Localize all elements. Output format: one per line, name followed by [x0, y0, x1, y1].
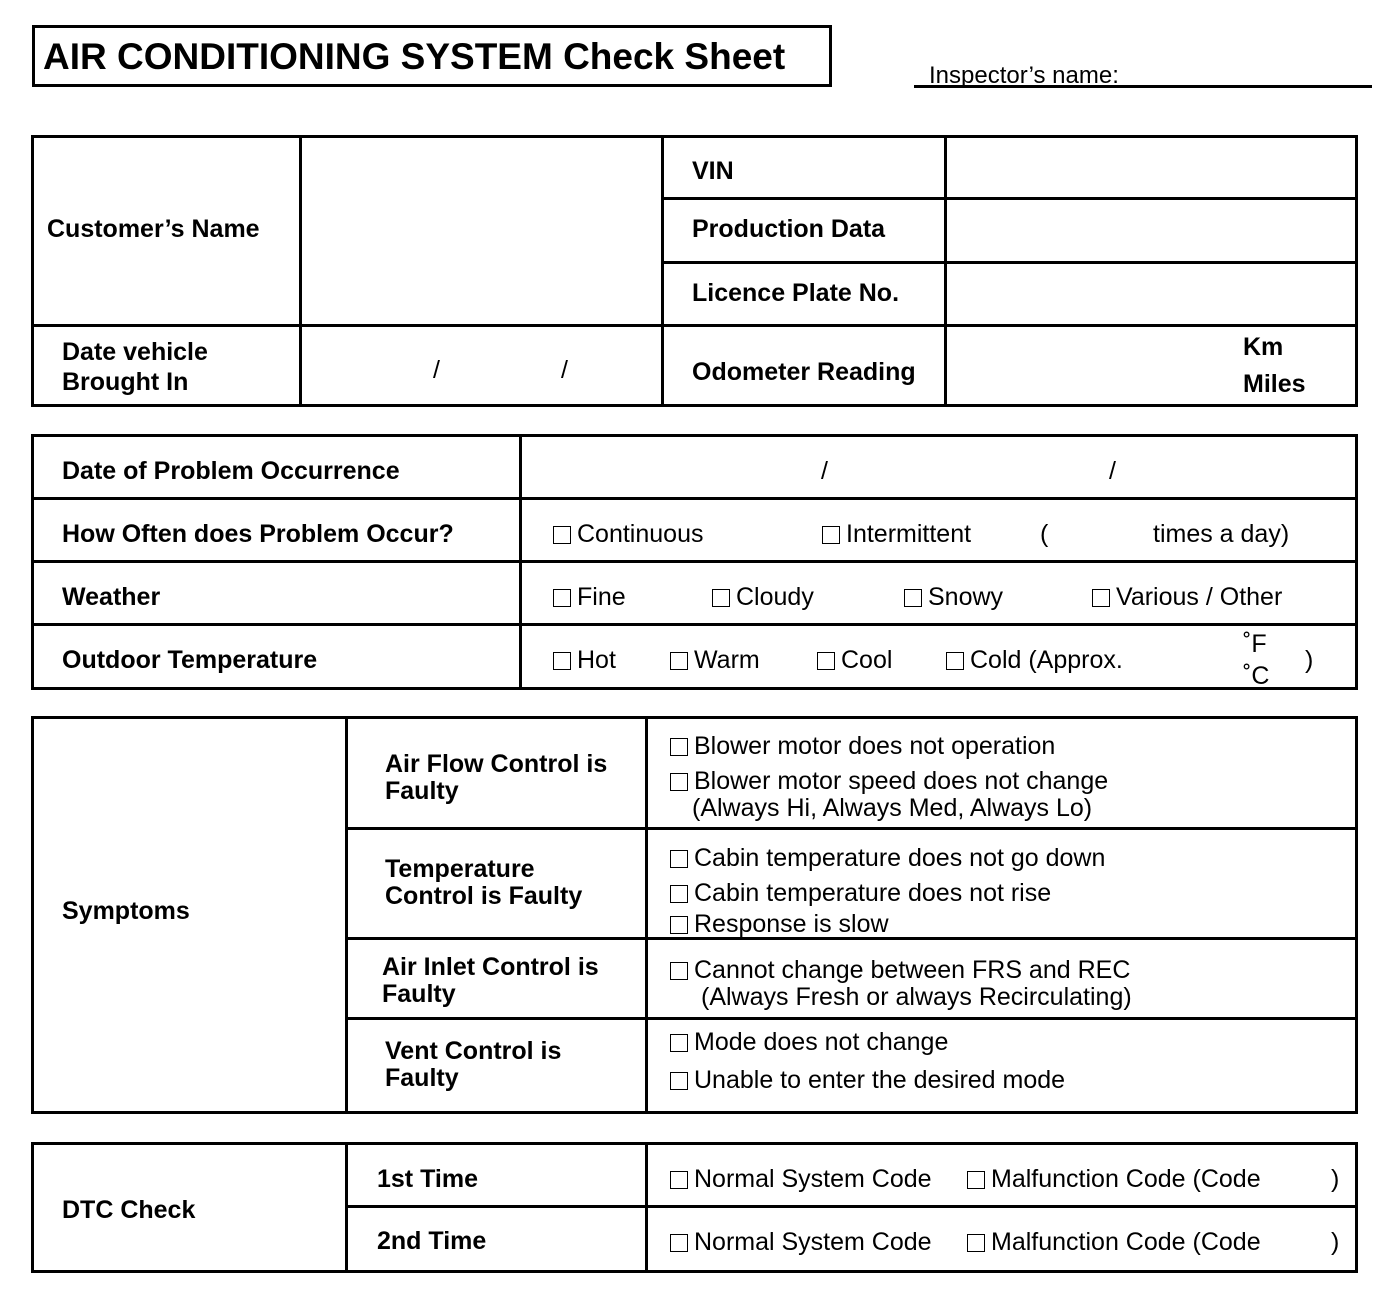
option-mode-unable[interactable]: Unable to enter the desired mode [670, 1066, 1065, 1094]
date-separator: / [821, 457, 828, 485]
outdoor-temperature-label: Outdoor Temperature [62, 646, 318, 674]
inspector-name-field[interactable] [914, 60, 1372, 88]
option-cool[interactable]: Cool [817, 646, 892, 674]
inspector-name-label: Inspector’s name: [929, 62, 1119, 89]
vin-field[interactable] [947, 138, 1355, 197]
checkbox[interactable] [1092, 589, 1110, 607]
frequency-label: How Often does Problem Occur? [62, 520, 454, 548]
divider [345, 827, 1358, 830]
checkbox[interactable] [670, 916, 688, 934]
paren-close: ) [1331, 1165, 1340, 1193]
option-mode-no-change[interactable]: Mode does not change [670, 1028, 948, 1056]
vent-control-label: Vent Control is Faulty [385, 1037, 562, 1092]
checkbox[interactable] [967, 1234, 985, 1252]
option-second-malfunction-code[interactable]: Malfunction Code (Code [967, 1228, 1261, 1256]
option-cloudy[interactable]: Cloudy [712, 583, 814, 611]
checkbox[interactable] [946, 652, 964, 670]
paren-close: ) [1305, 646, 1314, 674]
option-snowy[interactable]: Snowy [904, 583, 1003, 611]
blower-speed-note: (Always Hi, Always Med, Always Lo) [692, 794, 1093, 822]
checkbox[interactable] [670, 962, 688, 980]
divider [345, 716, 348, 1114]
date-separator: / [561, 356, 568, 384]
paren-open: ( [1040, 520, 1049, 548]
option-temp-not-rise[interactable]: Cabin temperature does not rise [670, 879, 1051, 907]
date-separator: / [1109, 457, 1116, 485]
divider [345, 1017, 1358, 1020]
checkbox[interactable] [822, 526, 840, 544]
production-data-field[interactable] [947, 200, 1355, 261]
dtc-check-label: DTC Check [62, 1196, 196, 1224]
checkbox[interactable] [670, 1171, 688, 1189]
option-first-normal-code[interactable]: Normal System Code [670, 1165, 932, 1193]
temperature-control-label: Temperature Control is Faulty [385, 855, 583, 910]
unit-miles: Miles [1243, 370, 1306, 398]
option-various-other[interactable]: Various / Other [1092, 583, 1282, 611]
option-frs-rec[interactable]: Cannot change between FRS and REC [670, 956, 1130, 984]
option-temp-not-down[interactable]: Cabin temperature does not go down [670, 844, 1105, 872]
checkbox[interactable] [670, 738, 688, 756]
checkbox[interactable] [670, 1234, 688, 1252]
option-cold[interactable]: Cold (Approx. [946, 646, 1123, 674]
option-second-normal-code[interactable]: Normal System Code [670, 1228, 932, 1256]
licence-plate-field[interactable] [947, 264, 1355, 324]
checkbox[interactable] [553, 652, 571, 670]
checkbox[interactable] [670, 885, 688, 903]
divider [31, 623, 1358, 626]
unit-km: Km [1243, 333, 1284, 361]
option-fine[interactable]: Fine [553, 583, 626, 611]
option-blower-not-operating[interactable]: Blower motor does not operation [670, 732, 1055, 760]
date-brought-in-label-line2: Brought In [62, 368, 189, 396]
option-intermittent[interactable]: Intermittent [822, 520, 971, 548]
option-blower-speed-fixed[interactable]: Blower motor speed does not change [670, 767, 1108, 795]
checkbox[interactable] [712, 589, 730, 607]
unit-celsius: ˚C [1243, 662, 1270, 690]
licence-plate-label: Licence Plate No. [692, 279, 900, 307]
checkbox[interactable] [967, 1171, 985, 1189]
option-response-slow[interactable]: Response is slow [670, 910, 889, 938]
option-first-malfunction-code[interactable]: Malfunction Code (Code [967, 1165, 1261, 1193]
checkbox[interactable] [670, 850, 688, 868]
divider [31, 324, 1358, 327]
frs-rec-note: (Always Fresh or always Recirculating) [701, 983, 1132, 1011]
option-warm[interactable]: Warm [670, 646, 760, 674]
checkbox[interactable] [670, 773, 688, 791]
paren-close: ) [1331, 1228, 1340, 1256]
divider [345, 1205, 1358, 1208]
divider [645, 716, 648, 1114]
vin-label: VIN [692, 157, 734, 185]
odometer-label: Odometer Reading [692, 358, 916, 386]
checkbox[interactable] [670, 1034, 688, 1052]
date-brought-in-label [62, 339, 208, 396]
date-brought-in-label-line1: Date vehicle [62, 338, 208, 366]
unit-fahrenheit: ˚F [1243, 630, 1267, 658]
customer-name-label: Customer’s Name [47, 215, 260, 243]
divider [31, 560, 1358, 563]
checkbox[interactable] [670, 1072, 688, 1090]
checkbox[interactable] [553, 526, 571, 544]
checkbox[interactable] [553, 589, 571, 607]
date-separator: / [433, 356, 440, 384]
times-a-day-label: times a day) [1153, 520, 1290, 548]
checkbox[interactable] [817, 652, 835, 670]
divider [661, 135, 664, 407]
divider [31, 497, 1358, 500]
checkbox[interactable] [670, 652, 688, 670]
symptoms-label: Symptoms [62, 897, 190, 925]
dtc-second-time-label: 2nd Time [377, 1227, 487, 1255]
problem-date-label: Date of Problem Occurrence [62, 457, 400, 485]
production-data-label: Production Data [692, 215, 886, 243]
page-title: AIR CONDITIONING SYSTEM Check Sheet [32, 25, 832, 87]
option-hot[interactable]: Hot [553, 646, 616, 674]
weather-label: Weather [62, 583, 161, 611]
customer-name-field[interactable] [302, 138, 661, 324]
air-flow-control-label: Air Flow Control is Faulty [385, 750, 608, 805]
dtc-first-time-label: 1st Time [377, 1165, 478, 1193]
checkbox[interactable] [904, 589, 922, 607]
air-inlet-control-label: Air Inlet Control is Faulty [382, 953, 599, 1008]
option-continuous[interactable]: Continuous [553, 520, 703, 548]
